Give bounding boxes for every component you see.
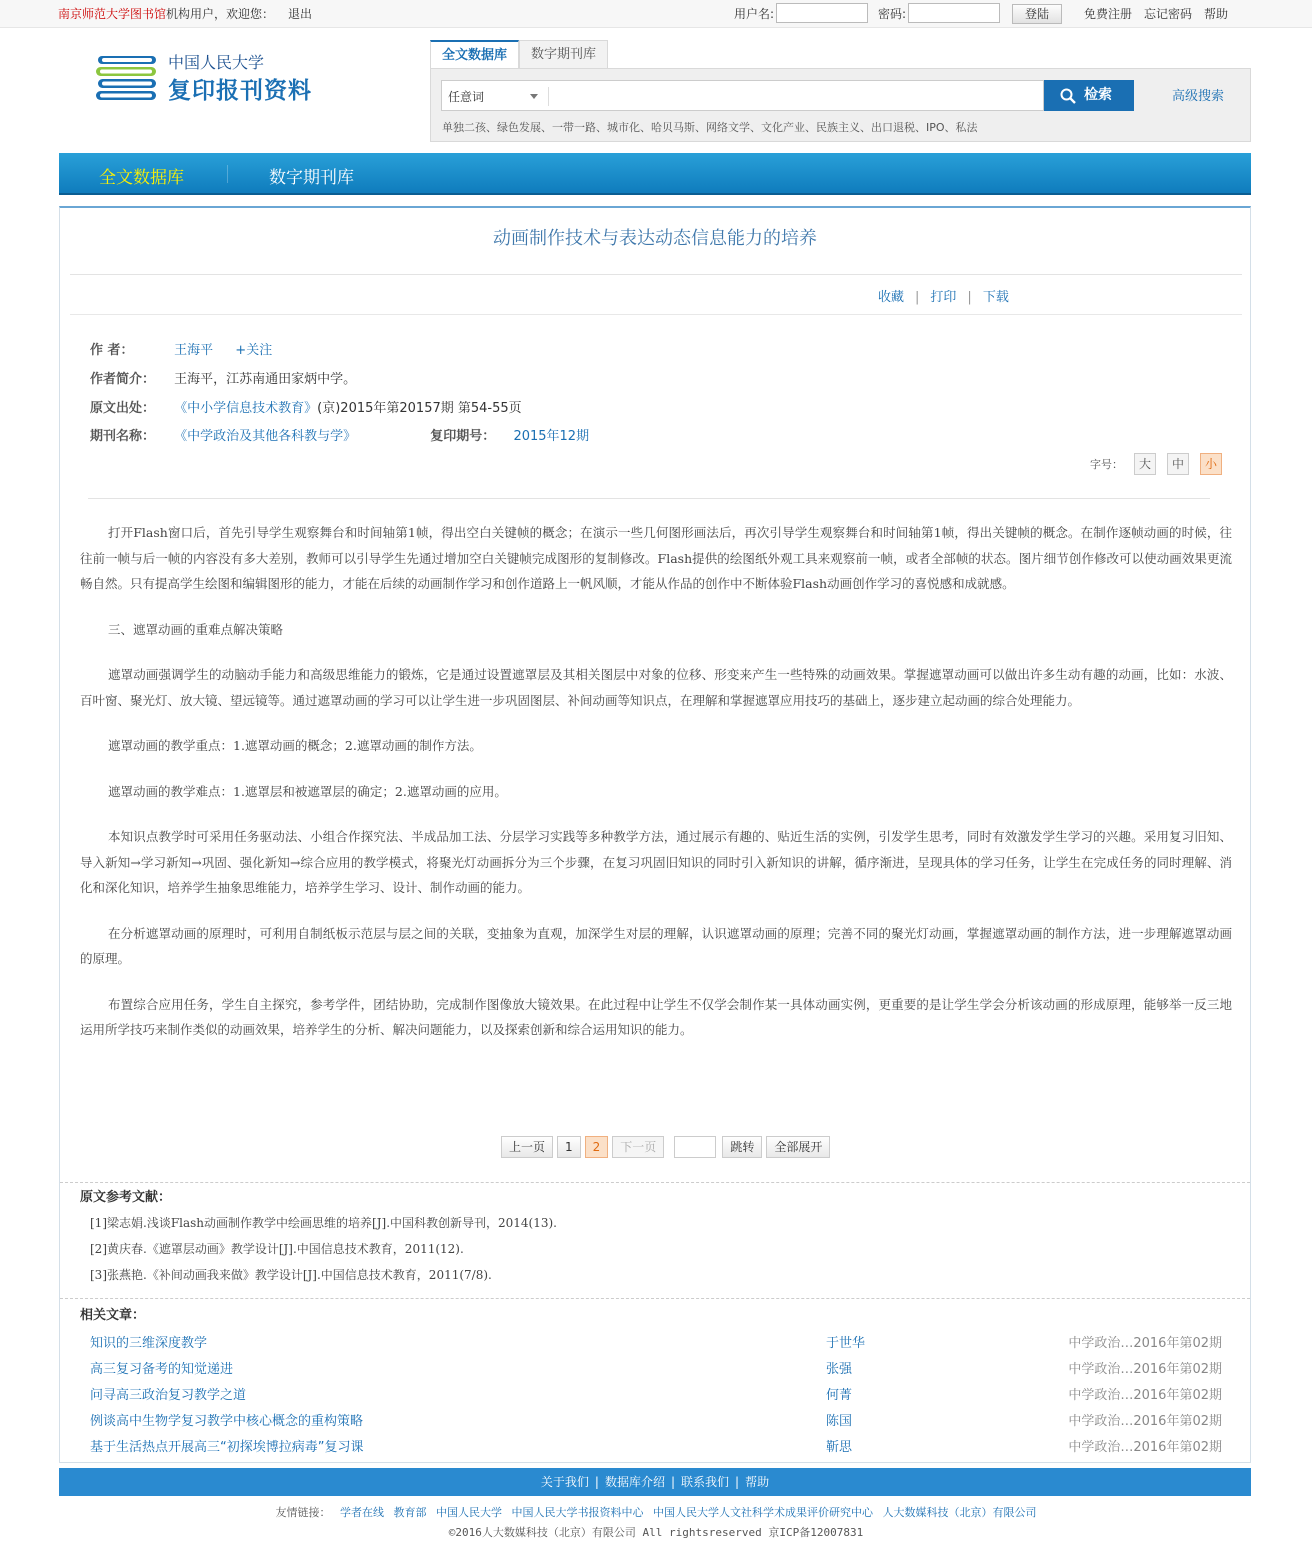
divider (60, 1182, 1250, 1183)
nav-item-journals[interactable]: 数字期刊库 (269, 168, 354, 188)
related-author-link[interactable]: 于世华 (826, 1336, 866, 1351)
font-size-switcher (1090, 453, 1222, 475)
paragraph: 布置综合应用任务，学生自主探究，参考学件，团结协助，完成制作图像放大镜效果。在此过程中让学生不仅学会制作某一具体动画实例，更重要的是让学生学会分析该动画的形成原理，能够举一反三地运用所学技巧来制作类似的动画效果，培养学生的分析、解决问题能力，以及探索创新和综合运用知识的能力。 (80, 996, 1232, 1037)
download-link[interactable]: 下载 (982, 290, 1009, 305)
footer-bar: 关于我们 | 数据库介绍 | 联系我们 | 帮助 (59, 1468, 1251, 1496)
page-number-input[interactable] (674, 1136, 716, 1158)
reference-item: [1]梁志娟.浅谈Flash动画制作教学中绘画思维的培养[J].中国科教创新导刊，2014(13). (90, 1216, 557, 1230)
font-size-small-button[interactable]: 小 (1200, 453, 1222, 475)
logo-books-icon (96, 52, 162, 102)
references-list (90, 1212, 557, 1290)
username-input[interactable] (776, 3, 868, 23)
divider (60, 1298, 1250, 1299)
related-row (90, 1410, 1222, 1436)
logo-title-line2: 复印报刊资料 (168, 78, 312, 104)
source-label: 原文出处： (90, 401, 156, 416)
friend-link[interactable]: 教育部 (393, 1506, 427, 1519)
expand-all-button[interactable]: 全部展开 (766, 1136, 830, 1158)
nav-item-fulltext[interactable]: 全文数据库 (99, 168, 184, 188)
references-title: 原文参考文献： (80, 1190, 172, 1205)
friend-links-label: 友情链接： (275, 1506, 331, 1519)
nav-divider (227, 165, 228, 183)
page-1-button[interactable]: 1 (557, 1136, 581, 1158)
hot-keywords[interactable]: 单独二孩、绿色发展、一带一路、城市化、哈贝马斯、网络文学、文化产业、民族主义、出口退税、IPO、私法 (442, 121, 978, 134)
print-link[interactable]: 打印 (930, 290, 957, 305)
bio-label: 作者简介： (90, 372, 156, 387)
next-page-button: 下一页 (612, 1136, 664, 1158)
paragraph: 遮罩动画的教学重点：1.遮罩动画的概念；2.遮罩动画的制作方法。 (108, 738, 482, 753)
paragraph: 遮罩动画强调学生的动脑动手能力和高级思维能力的锻炼，它是通过设置遮罩层及其相关图层中对象的位移、形变来产生一些特殊的动画效果。掌握遮罩动画可以做出许多生动有趣的动画，比如：水波、百叶窗、聚光灯、放大镜、望远镜等。通过遮罩动画的学习可以让学生进一步巩固图层、补间动画等知识点，在理解和掌握遮罩应用技巧的基础上，逐步建立起动画的综合处理能力。 (80, 667, 1232, 708)
article-body (80, 520, 1232, 1063)
institution-name: 南京师范大学图书馆 (58, 7, 167, 21)
footer-contact-link[interactable]: 联系我们 (681, 1475, 730, 1489)
search-tab-fulltext[interactable]: 全文数据库 (430, 40, 519, 69)
reprint-label: 复印期号： (430, 429, 496, 444)
jump-button[interactable]: 跳转 (722, 1136, 762, 1158)
friend-link[interactable]: 中国人民大学书报资料中心 (511, 1506, 644, 1519)
divider (70, 274, 1242, 275)
search-field-divider (548, 87, 549, 106)
divider (70, 314, 1242, 315)
related-row (90, 1436, 1222, 1462)
top-bar (0, 0, 1312, 28)
login-form (734, 3, 1010, 23)
footer-help-link[interactable]: 帮助 (745, 1475, 770, 1489)
related-source: 中学政治…2016年第02期 (1068, 1336, 1222, 1351)
paragraph: 遮罩动画的教学难点：1.遮罩层和被遮罩层的确定；2.遮罩动画的应用。 (108, 783, 507, 799)
footer-database-link[interactable]: 数据库介绍 (604, 1475, 665, 1489)
paragraph: 打开Flash窗口后，首先引导学生观察舞台和时间轴第1帧，得出空白关键帧的概念；在演示一些几何图形画法后，再次引导学生观察舞台和时间轴第1帧，得出关键帧的概念。在制作逐帧动画的时候，往往前一帧与后一帧的内容没有多大差别，教师可以引导学生先通过增加空白关键帧完成图形的复制修改。Flash提供的绘图纸外观工具来观察前一帧，或者全部帧的状态。图片细节创作修改可以使动画效果更流畅自然。只有提高学生绘图和编辑图形的能力，才能在后续的动画制作学习和创作道路上一帆风顺，才能从作品的创作中不断体验Flash动画创作学习的喜悦感和成就感。 (80, 525, 1232, 591)
password-input[interactable] (908, 3, 1000, 23)
friend-link[interactable]: 中国人民大学 (436, 1506, 502, 1519)
related-row (90, 1384, 1222, 1410)
footer-about-link[interactable]: 关于我们 (540, 1475, 589, 1489)
reference-item: [2]黄庆春.《遮罩层动画》教学设计[J].中国信息技术教育，2011(12). (90, 1242, 464, 1256)
search-field-select[interactable]: 任意词 (448, 90, 485, 104)
reprint-link[interactable]: 2015年12期 (513, 429, 590, 444)
pagination (501, 1136, 834, 1158)
divider (88, 498, 1210, 499)
register-link[interactable]: 免费注册 (1084, 7, 1133, 21)
related-author-link[interactable]: 靳思 (826, 1440, 853, 1455)
article-actions: 收藏 | 打印 | 下载 (878, 290, 1009, 305)
search-input[interactable] (441, 80, 1044, 111)
related-row (90, 1358, 1222, 1384)
help-link[interactable]: 帮助 (1204, 7, 1229, 21)
search-icon (1060, 88, 1076, 104)
logo-title-line1: 中国人民大学 (168, 53, 265, 72)
periodical-row (90, 425, 589, 444)
periodical-label: 期刊名称： (90, 429, 156, 444)
friend-links (0, 1504, 1312, 1520)
font-size-large-button[interactable]: 大 (1134, 453, 1156, 475)
author-link[interactable]: 王海平 (174, 343, 214, 358)
search-panel (430, 68, 1251, 142)
friend-link[interactable]: 人大数媒科技（北京）有限公司 (882, 1506, 1037, 1519)
paragraph: 本知识点教学时可采用任务驱动法、小组合作探究法、半成品加工法、分层学习实践等多种教学方法，通过展示有趣的、贴近生活的实例，引发学生思考，同时有效激发学生学习的兴趣。采用复习旧知、导入新知→学习新知→巩固、强化新知→综合应用的教学模式，将聚光灯动画拆分为三个步骤，在复习巩固旧知识的同时引入新知识的讲解，循序渐进，呈现具体的学习任务，让学生在完成任务的同时理解、消化和深化知识，培养学生抽象思维能力，培养学生学习、设计、制作动画的能力。 (80, 829, 1232, 895)
prev-page-button[interactable]: 上一页 (501, 1136, 553, 1158)
bio-value: 王海平，江苏南通田家炳中学。 (174, 372, 357, 387)
favorite-link[interactable]: 收藏 (878, 290, 905, 305)
article-title: 动画制作技术与表达动态信息能力的培养 (493, 228, 817, 249)
logout-link[interactable]: 退出 (288, 7, 313, 21)
page-2-button[interactable]: 2 (585, 1136, 609, 1158)
paragraph: 在分析遮罩动画的原理时，可利用自制纸板示范层与层之间的关联，变抽象为直观，加深学生对层的理解，认识遮罩动画的原理；完善不同的聚光灯动画，掌握遮罩动画的制作方法，进一步理解遮罩动画的原理。 (80, 925, 1232, 966)
friend-link[interactable]: 中国人民大学人文社科学术成果评价研究中心 (653, 1506, 873, 1519)
related-title-link[interactable]: 高三复习备考的知觉递进 (90, 1362, 234, 1377)
author-label: 作 者： (90, 343, 134, 358)
related-title-link[interactable]: 基于生活热点开展高三“初探埃博拉病毒”复习课 (90, 1440, 364, 1455)
related-title-link[interactable]: 问寻高三政治复习教学之道 (90, 1388, 247, 1403)
author-row (90, 339, 272, 358)
search-button-label: 检索 (1084, 87, 1112, 103)
source-row (90, 397, 522, 416)
source-journal-link[interactable]: 《中小学信息技术教育》 (174, 401, 318, 416)
font-size-medium-button[interactable]: 中 (1167, 453, 1189, 475)
related-source: 中学政治…2016年第02期 (1068, 1440, 1222, 1455)
friend-link[interactable]: 学者在线 (340, 1506, 384, 1519)
article-container (59, 206, 1251, 1463)
main-nav (59, 153, 1251, 195)
copyright: ©2016人大数媒科技（北京）有限公司 All rightsreserved 京ICP备12007831 (448, 1526, 864, 1539)
related-title: 相关文章： (80, 1308, 146, 1323)
welcome-suffix: 机构用户，欢迎您： (166, 7, 275, 21)
forgot-password-link[interactable]: 忘记密码 (1144, 7, 1193, 21)
search-tabs (430, 40, 608, 69)
site-logo[interactable] (96, 50, 336, 106)
search-button[interactable] (1044, 80, 1134, 111)
related-source: 中学政治…2016年第02期 (1068, 1388, 1222, 1403)
font-size-label: 字号： (1090, 458, 1123, 471)
related-source: 中学政治…2016年第02期 (1068, 1414, 1222, 1429)
search-box (430, 40, 1251, 142)
related-list (90, 1332, 1222, 1462)
reference-item: [3]张燕艳.《补间动画我来做》教学设计[J].中国信息技术教育，2011(7/8). (90, 1268, 492, 1282)
related-author-link[interactable]: 张强 (826, 1362, 853, 1377)
welcome-text (58, 5, 312, 22)
related-source: 中学政治…2016年第02期 (1068, 1362, 1222, 1377)
section-heading: 三、遮罩动画的重难点解决策略 (108, 621, 284, 637)
related-title-link[interactable]: 知识的三维深度教学 (90, 1336, 208, 1351)
source-detail: (京)2015年第20157期 第54-55页 (317, 401, 522, 416)
search-tab-journals[interactable]: 数字期刊库 (519, 40, 608, 69)
bio-row (90, 368, 356, 387)
related-row (90, 1332, 1222, 1358)
follow-link[interactable]: +关注 (235, 343, 273, 358)
chevron-down-icon (530, 94, 538, 99)
username-label: 用户名: (734, 6, 775, 21)
related-title-link[interactable]: 例谈高中生物学复习教学中核心概念的重构策略 (90, 1414, 364, 1429)
top-links (1084, 5, 1240, 22)
periodical-link[interactable]: 《中学政治及其他各科教与学》 (174, 429, 357, 444)
login-button[interactable]: 登陆 (1012, 4, 1062, 24)
password-label: 密码: (878, 6, 907, 21)
related-author-link[interactable]: 何菁 (826, 1388, 853, 1403)
related-author-link[interactable]: 陈国 (826, 1414, 853, 1429)
advanced-search-link[interactable]: 高级搜索 (1172, 89, 1225, 104)
